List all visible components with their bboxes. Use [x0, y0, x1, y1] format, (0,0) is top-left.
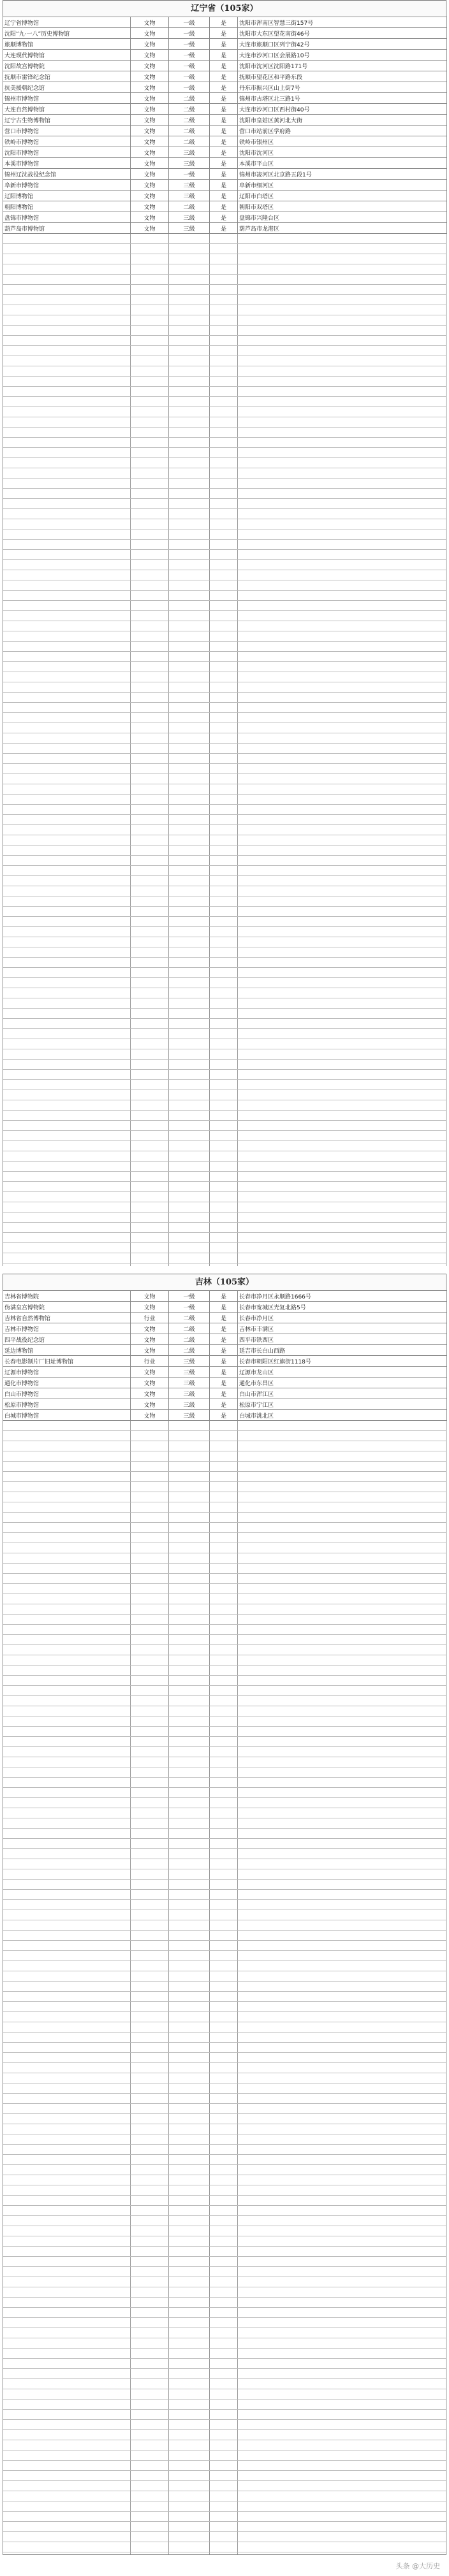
table-row [3, 1356, 447, 1367]
museum-type-cell: 文物 [131, 223, 169, 234]
free-open-cell: 是 [210, 1367, 238, 1378]
museum-grade-cell: 三级 [169, 223, 210, 234]
museum-name-cell: 延边博物馆 [3, 1345, 131, 1356]
museum-address-cell: 盘锦市兴隆台区 [238, 212, 447, 223]
museum-address-cell: 锦州市古塔区北三路1号 [238, 93, 447, 104]
table-row [3, 169, 447, 180]
museum-name-cell: 大连现代博物馆 [3, 50, 131, 61]
museum-grade-cell: 一级 [169, 17, 210, 28]
museum-type-cell: 文物 [131, 1291, 169, 1302]
museum-grade-cell: 二级 [169, 115, 210, 126]
table-row [3, 1378, 447, 1388]
museum-address-cell: 白城市洮北区 [238, 1410, 447, 1421]
museum-name-cell: 沈阳“九·一八”历史博物馆 [3, 28, 131, 39]
free-open-cell: 是 [210, 93, 238, 104]
table-row [3, 1399, 447, 1410]
free-open-cell: 是 [210, 1313, 238, 1323]
museum-grade-cell: 二级 [169, 1313, 210, 1323]
table-row [3, 93, 447, 104]
museum-type-cell: 文物 [131, 136, 169, 147]
table-row [3, 1323, 447, 1334]
museum-grade-cell: 二级 [169, 93, 210, 104]
museum-name-cell: 沈阳市博物馆 [3, 147, 131, 158]
museum-address-cell: 长春市朝阳区红旗街1118号 [238, 1356, 447, 1367]
table-row [3, 1367, 447, 1378]
museum-name-cell: 沈阳故宫博物院 [3, 61, 131, 71]
museum-type-cell: 文物 [131, 1410, 169, 1421]
free-open-cell: 是 [210, 1356, 238, 1367]
free-open-cell: 是 [210, 1410, 238, 1421]
museum-grade-cell: 三级 [169, 180, 210, 191]
museum-type-cell: 文物 [131, 1388, 169, 1399]
free-open-cell: 是 [210, 180, 238, 191]
museum-type-cell: 行业 [131, 1313, 169, 1323]
free-open-cell: 是 [210, 104, 238, 115]
table-row [3, 82, 447, 93]
museum-type-cell: 文物 [131, 147, 169, 158]
museum-address-cell: 通化市东昌区 [238, 1378, 447, 1388]
museum-address-cell: 朝阳市双塔区 [238, 201, 447, 212]
museum-name-cell: 吉林省博物院 [3, 1291, 131, 1302]
museum-address-cell: 四平市铁西区 [238, 1334, 447, 1345]
museum-address-cell: 长春市宽城区光复北路5号 [238, 1302, 447, 1313]
free-open-cell: 是 [210, 126, 238, 136]
museum-type-cell: 文物 [131, 1378, 169, 1388]
table-row [3, 180, 447, 191]
museum-address-cell: 大连市沙河口区西村街40号 [238, 104, 447, 115]
museum-name-cell: 抚顺市雷锋纪念馆 [3, 71, 131, 82]
museum-type-cell: 文物 [131, 1345, 169, 1356]
liaoning-table-continuation [3, 234, 446, 1266]
table-row [3, 1388, 447, 1399]
museum-address-cell: 丹东市振兴区山上街7号 [238, 82, 447, 93]
table-row [3, 104, 447, 115]
free-open-cell: 是 [210, 1399, 238, 1410]
free-open-cell: 是 [210, 191, 238, 201]
museum-address-cell: 沈阳市皇姑区黄河北大街 [238, 115, 447, 126]
museum-grade-cell: 二级 [169, 104, 210, 115]
museum-address-cell: 长春市净月区 [238, 1313, 447, 1323]
museum-name-cell: 长春电影制片厂旧址博物馆 [3, 1356, 131, 1367]
free-open-cell: 是 [210, 223, 238, 234]
museum-grade-cell: 一级 [169, 61, 210, 71]
table-row [3, 61, 447, 71]
museum-grade-cell: 三级 [169, 1356, 210, 1367]
museum-address-cell: 白山市浑江区 [238, 1388, 447, 1399]
museum-grade-cell: 二级 [169, 126, 210, 136]
museum-grade-cell: 三级 [169, 1399, 210, 1410]
table-row [3, 1334, 447, 1345]
museum-address-cell: 辽阳市白塔区 [238, 191, 447, 201]
table-row [3, 126, 447, 136]
table-row [3, 1302, 447, 1313]
museum-address-cell: 延吉市长白山西路 [238, 1345, 447, 1356]
watermark: 头条 @大历史 [395, 2562, 440, 2570]
museum-grade-cell: 三级 [169, 1388, 210, 1399]
museum-grade-cell: 一级 [169, 28, 210, 39]
museum-address-cell: 沈阳市沈河区 [238, 147, 447, 158]
museum-grade-cell: 一级 [169, 169, 210, 180]
museum-grade-cell: 三级 [169, 147, 210, 158]
free-open-cell: 是 [210, 158, 238, 169]
museum-grade-cell: 二级 [169, 136, 210, 147]
table-row [3, 191, 447, 201]
museum-type-cell: 文物 [131, 82, 169, 93]
museum-type-cell: 文物 [131, 17, 169, 28]
museum-name-cell: 通化市博物馆 [3, 1378, 131, 1388]
museum-name-cell: 锦州市博物馆 [3, 93, 131, 104]
free-open-cell: 是 [210, 1323, 238, 1334]
table-row [3, 1345, 447, 1356]
museum-grade-cell: 一级 [169, 1291, 210, 1302]
museum-name-cell: 盘锦市博物馆 [3, 212, 131, 223]
free-open-cell: 是 [210, 115, 238, 126]
museum-address-cell: 松原市宁江区 [238, 1399, 447, 1410]
museum-name-cell: 旅顺博物馆 [3, 39, 131, 50]
museum-grade-cell: 一级 [169, 1302, 210, 1313]
free-open-cell: 是 [210, 17, 238, 28]
free-open-cell: 是 [210, 147, 238, 158]
free-open-cell: 是 [210, 1378, 238, 1388]
table-row [3, 28, 447, 39]
table-row [3, 147, 447, 158]
museum-type-cell: 文物 [131, 1302, 169, 1313]
museum-grade-cell: 二级 [169, 201, 210, 212]
table-row [3, 39, 447, 50]
table-row [3, 1291, 447, 1302]
museum-address-cell: 抚顺市望花区和平路东段 [238, 71, 447, 82]
museum-type-cell: 文物 [131, 93, 169, 104]
free-open-cell: 是 [210, 28, 238, 39]
museum-name-cell: 阜新市博物馆 [3, 180, 131, 191]
museum-address-cell: 锦州市凌河区北京路五段1号 [238, 169, 447, 180]
jilin-table-continuation [3, 1421, 446, 2555]
museum-type-cell: 文物 [131, 126, 169, 136]
museum-grade-cell: 二级 [169, 1334, 210, 1345]
table-row [3, 115, 447, 126]
museum-type-cell: 文物 [131, 28, 169, 39]
museum-name-cell: 锦州辽沈战役纪念馆 [3, 169, 131, 180]
museum-grade-cell: 三级 [169, 1410, 210, 1421]
free-open-cell: 是 [210, 50, 238, 61]
museum-type-cell: 文物 [131, 104, 169, 115]
museum-grade-cell: 三级 [169, 1367, 210, 1378]
museum-type-cell: 文物 [131, 61, 169, 71]
museum-name-cell: 吉林市博物馆 [3, 1323, 131, 1334]
museum-address-cell: 长春市净月区永顺路1666号 [238, 1291, 447, 1302]
table-row [3, 201, 447, 212]
free-open-cell: 是 [210, 1388, 238, 1399]
museum-grade-cell: 一级 [169, 82, 210, 93]
museum-grade-cell: 三级 [169, 212, 210, 223]
free-open-cell: 是 [210, 212, 238, 223]
free-open-cell: 是 [210, 169, 238, 180]
museum-name-cell: 松原市博物馆 [3, 1399, 131, 1410]
museum-address-cell: 沈阳市沈河区沈阳路171号 [238, 61, 447, 71]
museum-name-cell: 营口市博物馆 [3, 126, 131, 136]
liaoning-museum-table [3, 17, 447, 234]
museum-type-cell: 文物 [131, 115, 169, 126]
museum-type-cell: 文物 [131, 158, 169, 169]
museum-address-cell: 辽源市龙山区 [238, 1367, 447, 1378]
museum-address-cell: 大连市旅顺口区列宁街42号 [238, 39, 447, 50]
museum-type-cell: 文物 [131, 191, 169, 201]
jilin-museum-table [3, 1290, 447, 1421]
museum-name-cell: 白山市博物馆 [3, 1388, 131, 1399]
museum-name-cell: 朝阳博物馆 [3, 201, 131, 212]
museum-type-cell: 文物 [131, 71, 169, 82]
museum-address-cell: 大连市沙河口区会展路10号 [238, 50, 447, 61]
museum-type-cell: 文物 [131, 169, 169, 180]
museum-grade-cell: 二级 [169, 1323, 210, 1334]
museum-grade-cell: 三级 [169, 191, 210, 201]
table-row [3, 1313, 447, 1323]
free-open-cell: 是 [210, 1302, 238, 1313]
museum-type-cell: 文物 [131, 212, 169, 223]
liaoning-section-title: 辽宁省（105家） [3, 0, 446, 17]
museum-name-cell: 吉林省自然博物馆 [3, 1313, 131, 1323]
table-row [3, 1410, 447, 1421]
free-open-cell: 是 [210, 201, 238, 212]
museum-address-cell: 阜新市细河区 [238, 180, 447, 191]
museum-grade-cell: 一级 [169, 50, 210, 61]
museum-grade-cell: 一级 [169, 71, 210, 82]
table-row [3, 223, 447, 234]
museum-type-cell: 行业 [131, 1356, 169, 1367]
table-row [3, 17, 447, 28]
table-row [3, 212, 447, 223]
museum-grade-cell: 一级 [169, 39, 210, 50]
museum-type-cell: 文物 [131, 1334, 169, 1345]
museum-address-cell: 沈阳市大东区望花南街46号 [238, 28, 447, 39]
museum-name-cell: 辽阳博物馆 [3, 191, 131, 201]
free-open-cell: 是 [210, 61, 238, 71]
museum-name-cell: 辽源市博物馆 [3, 1367, 131, 1378]
museum-type-cell: 文物 [131, 1323, 169, 1334]
museum-type-cell: 文物 [131, 201, 169, 212]
museum-name-cell: 葫芦岛市博物馆 [3, 223, 131, 234]
museum-grade-cell: 三级 [169, 158, 210, 169]
museum-grade-cell: 三级 [169, 1378, 210, 1388]
museum-type-cell: 文物 [131, 50, 169, 61]
free-open-cell: 是 [210, 71, 238, 82]
museum-name-cell: 四平战役纪念馆 [3, 1334, 131, 1345]
table-row [3, 158, 447, 169]
table-row [3, 50, 447, 61]
free-open-cell: 是 [210, 82, 238, 93]
free-open-cell: 是 [210, 1345, 238, 1356]
museum-address-cell: 吉林市丰满区 [238, 1323, 447, 1334]
museum-name-cell: 本溪市博物馆 [3, 158, 131, 169]
museum-name-cell: 大连自然博物馆 [3, 104, 131, 115]
museum-address-cell: 沈阳市浑南区智慧三街157号 [238, 17, 447, 28]
museum-type-cell: 文物 [131, 39, 169, 50]
museum-address-cell: 葫芦岛市龙港区 [238, 223, 447, 234]
museum-address-cell: 本溪市平山区 [238, 158, 447, 169]
table-row [3, 71, 447, 82]
museum-type-cell: 文物 [131, 180, 169, 191]
museum-address-cell: 营口市站前区学府路 [238, 126, 447, 136]
museum-type-cell: 文物 [131, 1367, 169, 1378]
museum-name-cell: 白城市博物馆 [3, 1410, 131, 1421]
museum-name-cell: 伪满皇宫博物院 [3, 1302, 131, 1313]
table-row [3, 136, 447, 147]
jilin-section-title: 吉林（105家） [3, 1274, 446, 1290]
museum-name-cell: 抗美援朝纪念馆 [3, 82, 131, 93]
free-open-cell: 是 [210, 39, 238, 50]
museum-name-cell: 铁岭市博物馆 [3, 136, 131, 147]
museum-address-cell: 铁岭市银州区 [238, 136, 447, 147]
free-open-cell: 是 [210, 1291, 238, 1302]
museum-name-cell: 辽宁省博物馆 [3, 17, 131, 28]
museum-grade-cell: 二级 [169, 1345, 210, 1356]
free-open-cell: 是 [210, 136, 238, 147]
museum-name-cell: 辽宁古生物博物馆 [3, 115, 131, 126]
free-open-cell: 是 [210, 1334, 238, 1345]
museum-type-cell: 文物 [131, 1399, 169, 1410]
